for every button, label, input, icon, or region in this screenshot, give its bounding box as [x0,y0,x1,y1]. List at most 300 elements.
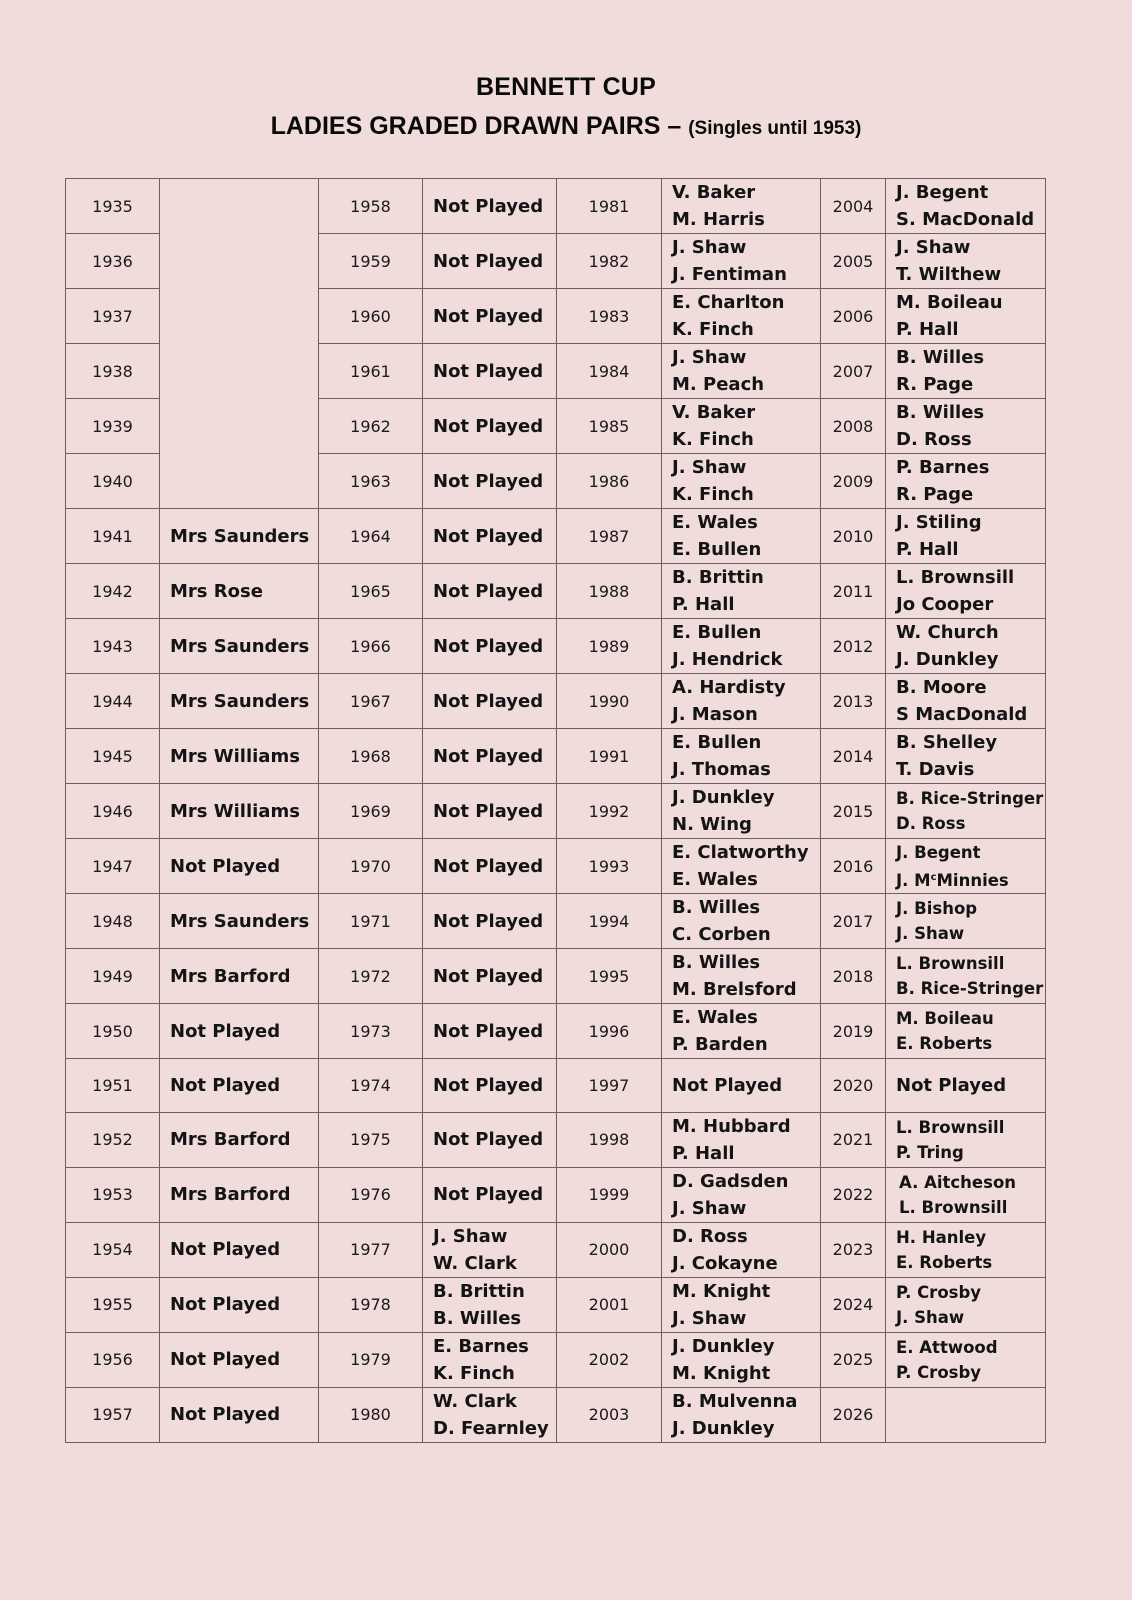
winner-cell [423,234,557,289]
year-cell: 1989 [557,619,662,674]
winner-name: J. Shaw [896,1307,965,1327]
page-title: BENNETT CUP [476,73,656,101]
winner-name: P. Barden [672,1034,768,1055]
winner-name: E. Barnes [433,1335,529,1357]
year-cell: 2022 [821,1167,886,1222]
winner-name: B. Willes [672,897,761,918]
winner-name: B. Rice-Stringer [896,979,1044,998]
winner-name: D. Gadsden [672,1170,789,1192]
winner-name: J. Stiling [896,512,982,533]
winner-cell [886,1059,1046,1113]
winner-name: P. Hall [672,594,735,615]
winner-name: R. Page [896,484,974,505]
year-cell: 1940 [66,454,160,509]
winner-cell [886,839,1046,894]
page-subtitle [0,106,1132,149]
year-cell: 1997 [557,1059,662,1113]
winner-name: Not Played [433,580,544,602]
table-row [66,509,1046,564]
year-cell: 1953 [66,1167,160,1222]
winner-cell [160,1222,319,1277]
winner-name: E. Clatworthy [672,842,809,863]
winner-name: J. Dunkley [672,1335,775,1357]
winner-cell [886,1112,1046,1167]
year-cell: 2017 [821,894,886,949]
page-header [0,70,1132,149]
winner-name: J. Cokayne [672,1252,778,1274]
winner-cell [662,234,821,289]
winner-name: D. Fearnley [433,1417,549,1439]
winner-name: D. Ross [672,1225,748,1247]
table-row [66,564,1046,619]
year-cell: 2007 [821,344,886,399]
winner-name: S. MacDonald [896,209,1035,230]
winner-cell [886,1167,1046,1222]
winner-name: J. Begent [896,842,981,862]
winner-name: M. Peach [672,374,765,395]
year-cell: 2019 [821,1004,886,1059]
year-cell: 1987 [557,509,662,564]
year-cell: 2004 [821,179,886,234]
winner-name: E. Wales [672,512,758,533]
winner-name: J. Shaw [896,237,971,258]
winner-name: M. Knight [672,1362,771,1384]
winner-cell [886,564,1046,619]
year-cell: 1935 [66,179,160,234]
winner-cell [886,729,1046,784]
year-cell: 2024 [821,1277,886,1332]
winner-cell [886,289,1046,344]
winner-name: P. Hall [896,319,959,340]
winner-cell [160,1059,319,1113]
winner-name: M. Knight [672,1280,771,1302]
winner-name: Not Played [433,1074,544,1096]
winner-name: T. Wilthew [896,264,1002,285]
winner-cell [423,674,557,729]
winner-cell [160,1004,319,1059]
winner-name: D. Ross [896,429,972,450]
winner-cell [886,1222,1046,1277]
winner-name: L. Brownsill [896,954,1005,973]
winner-cell [886,1387,1046,1442]
winner-cell [423,1059,557,1113]
year-cell: 2018 [821,949,886,1004]
subtitle-note: (Singles until 1953) [688,118,862,139]
winner-cell [662,344,821,399]
winner-cell [886,1277,1046,1332]
winner-name: K. Finch [672,429,754,450]
winner-name: Not Played [433,415,544,437]
winner-cell [886,399,1046,454]
winner-name: K. Finch [672,484,754,505]
year-cell: 2020 [821,1059,886,1113]
winner-name: H. Hanley [896,1227,987,1247]
winner-name: Mrs Williams [170,800,300,822]
winner-name: J. $M^cMinnies$ [896,870,1009,890]
year-cell: 2012 [821,619,886,674]
winner-cell [886,344,1046,399]
winner-cell [423,1387,557,1442]
year-cell: 1966 [319,619,423,674]
winner-cell [160,564,319,619]
results-table [65,178,1046,1443]
winner-name: L. Brownsill [896,567,1015,588]
winner-name: E. Charlton [672,292,785,313]
winner-name: Not Played [433,360,544,382]
winner-cell [886,234,1046,289]
winner-name: M. Harris [672,209,765,230]
winner-name: Not Played [433,745,544,767]
winner-cell [662,949,821,1004]
year-cell: 1961 [319,344,423,399]
winner-name: P. Crosby [896,1362,982,1382]
superscript-c: c [930,871,937,883]
table-row [66,949,1046,1004]
winner-name: Not Played [433,855,544,877]
year-cell: 1978 [319,1277,423,1332]
year-cell: 1947 [66,839,160,894]
winner-name: W. Church [896,622,999,643]
winner-name: Not Played [433,635,544,657]
winner-name: Mrs Saunders [170,910,310,932]
table-row [66,179,1046,234]
winner-cell [423,894,557,949]
year-cell: 2000 [557,1222,662,1277]
winner-name: Mrs Barford [170,965,291,987]
year-cell: 1974 [319,1059,423,1113]
winner-name: E. Attwood [896,1337,998,1357]
winner-name: V. Baker [672,402,756,423]
winner-cell [423,1332,557,1387]
year-cell: 2005 [821,234,886,289]
winner-name: J. Shaw [896,924,965,943]
winner-name: B. Willes [433,1307,522,1329]
year-cell: 1977 [319,1222,423,1277]
year-cell: 1946 [66,784,160,839]
winner-name: J. Begent [896,182,989,203]
year-cell: 1936 [66,234,160,289]
table-row [66,674,1046,729]
winner-name: M. Hubbard [672,1115,791,1137]
winner-name: Mrs Saunders [170,525,310,547]
table-row [66,894,1046,949]
year-cell: 2002 [557,1332,662,1387]
year-cell: 1995 [557,949,662,1004]
results-table-body [66,179,1046,1443]
year-cell: 1963 [319,454,423,509]
winner-cell [423,839,557,894]
winner-name: P. Hall [896,539,959,560]
subtitle-main: LADIES GRADED DRAWN PAIRS – [270,112,689,140]
table-row [66,1277,1046,1332]
winner-name: Not Played [433,305,544,327]
year-cell: 1962 [319,399,423,454]
year-cell: 2009 [821,454,886,509]
winner-cell-empty [160,179,319,509]
winner-name: E. Wales [672,869,758,890]
winner-cell [160,784,319,839]
winner-name: J. Fentiman [672,264,787,285]
winner-name: C. Corben [672,924,771,945]
year-cell: 1969 [319,784,423,839]
winner-name: M. Brelsford [672,979,797,1000]
winner-cell [662,1277,821,1332]
year-cell: 1971 [319,894,423,949]
table-row [66,729,1046,784]
year-cell: 1948 [66,894,160,949]
year-cell: 1992 [557,784,662,839]
year-cell: 1972 [319,949,423,1004]
year-cell: 1951 [66,1059,160,1113]
year-cell: 1980 [319,1387,423,1442]
winner-name: Mrs Williams [170,745,300,767]
winner-cell [662,289,821,344]
winner-cell [662,729,821,784]
winner-cell [886,674,1046,729]
winner-name: Mrs Barford [170,1184,291,1205]
year-cell: 2001 [557,1277,662,1332]
year-cell: 1937 [66,289,160,344]
winner-cell [662,1112,821,1167]
winner-cell [160,674,319,729]
year-cell: 1999 [557,1167,662,1222]
winner-cell [160,839,319,894]
year-cell: 1990 [557,674,662,729]
winner-cell [662,399,821,454]
winner-name: L. Brownsill [899,1197,1008,1217]
year-cell: 1973 [319,1004,423,1059]
winner-cell [160,949,319,1004]
winner-cell [423,509,557,564]
winner-name: Mrs Saunders [170,635,310,657]
winner-cell [662,1222,821,1277]
winner-name: Not Played [170,855,281,877]
year-cell: 1994 [557,894,662,949]
winner-name: Not Played [433,250,544,272]
winner-cell [423,564,557,619]
year-cell: 1993 [557,839,662,894]
winner-cell [160,1167,319,1222]
winner-cell [886,784,1046,839]
winner-name: E. Bullen [672,732,762,753]
winner-name: P. Crosby [896,1282,982,1302]
year-cell: 1965 [319,564,423,619]
winner-cell [886,949,1046,1004]
year-cell: 1996 [557,1004,662,1059]
year-cell: 2013 [821,674,886,729]
winner-name: M. Boileau [896,292,1003,313]
year-cell: 2025 [821,1332,886,1387]
winner-cell [423,784,557,839]
year-cell: 1988 [557,564,662,619]
winner-name: J. Dunkley [672,787,775,808]
winner-name: D. Ross [896,814,966,833]
year-cell: 1942 [66,564,160,619]
year-cell: 1938 [66,344,160,399]
winner-name: W. Clark [433,1252,517,1274]
winner-cell [662,454,821,509]
winner-cell [423,619,557,674]
winner-name: J. Hendrick [672,649,783,670]
winner-name: Not Played [433,1020,544,1042]
winner-name: B. Moore [896,677,987,698]
year-cell: 1949 [66,949,160,1004]
table-row [66,1332,1046,1387]
year-cell: 2011 [821,564,886,619]
winner-cell [423,344,557,399]
year-cell: 1979 [319,1332,423,1387]
winner-name: E. Roberts [896,1034,993,1053]
winner-name: B. Brittin [672,567,764,588]
winner-cell [423,1222,557,1277]
year-cell: 1957 [66,1387,160,1442]
winner-name: P. Tring [896,1142,964,1162]
year-cell: 1939 [66,399,160,454]
winner-name: Not Played [672,1074,783,1096]
winner-name: P. Barnes [896,457,990,478]
year-cell: 2010 [821,509,886,564]
winner-name: B. Mulvenna [672,1390,798,1412]
winner-cell [886,619,1046,674]
year-cell: 1976 [319,1167,423,1222]
year-cell: 1968 [319,729,423,784]
winner-cell [662,1387,821,1442]
winner-name: M. Boileau [896,1009,994,1028]
winner-name: N. Wing [672,814,752,835]
year-cell: 1941 [66,509,160,564]
winner-cell [662,1004,821,1059]
winner-name: Not Played [170,1404,281,1425]
winner-cell [662,509,821,564]
table-row [66,1387,1046,1442]
year-cell: 2008 [821,399,886,454]
winner-cell [160,1112,319,1167]
winner-name: Not Played [433,470,544,492]
winner-name: Not Played [433,525,544,547]
table-row [66,1222,1046,1277]
winner-name: B. Rice-Stringer [896,789,1044,808]
winner-name: Not Played [170,1349,281,1370]
year-cell: 1982 [557,234,662,289]
winner-cell [423,1277,557,1332]
winner-name: T. Davis [896,759,975,780]
year-cell: 1956 [66,1332,160,1387]
winner-name: R. Page [896,374,974,395]
winner-cell [662,674,821,729]
winner-name: A. Aitcheson [899,1172,1017,1192]
winner-name: B. Willes [896,402,985,423]
year-cell: 1991 [557,729,662,784]
winner-cell [160,729,319,784]
winner-name: Not Played [170,1294,281,1315]
table-row [66,784,1046,839]
year-cell: 1975 [319,1112,423,1167]
winner-name: J. Thomas [672,759,771,780]
winner-name: V. Baker [672,182,756,203]
winner-name: S MacDonald [896,704,1028,725]
year-cell: 1998 [557,1112,662,1167]
table-row [66,1112,1046,1167]
year-cell: 1960 [319,289,423,344]
table-row [66,1167,1046,1222]
table-row [66,1004,1046,1059]
winner-name: Not Played [170,1020,281,1042]
year-cell: 1952 [66,1112,160,1167]
winner-name: Jo Cooper [896,594,994,615]
winner-name: E. Bullen [672,539,762,560]
winner-name: Mrs Rose [170,580,263,602]
winner-cell [662,839,821,894]
year-cell: 2003 [557,1387,662,1442]
winner-cell [160,894,319,949]
winner-name: Not Played [433,195,544,217]
winner-name: W. Clark [433,1390,517,1412]
winner-name: Not Played [433,690,544,712]
winner-name: J. Shaw [672,347,747,368]
winner-name: Not Played [433,1129,544,1150]
winner-cell [886,894,1046,949]
winner-name: J. Mason [672,704,758,725]
year-cell: 1943 [66,619,160,674]
year-cell: 1986 [557,454,662,509]
winner-name: B. Willes [896,347,985,368]
winner-cell [886,1332,1046,1387]
table-row [66,839,1046,894]
winner-cell [423,729,557,784]
year-cell: 1981 [557,179,662,234]
winner-name: J. Bishop [896,899,978,918]
winner-cell [423,1004,557,1059]
table-row [66,619,1046,674]
winner-name: Not Played [433,1184,544,1205]
winner-name: Not Played [170,1074,281,1096]
winner-cell [886,179,1046,234]
winner-name: Not Played [433,965,544,987]
winner-name: J. Shaw [672,237,747,258]
year-cell: 2006 [821,289,886,344]
year-cell: 2014 [821,729,886,784]
table-row [66,1059,1046,1113]
winner-cell [423,949,557,1004]
winner-name: J. Dunkley [896,649,999,670]
winner-name: Mrs Barford [170,1129,291,1150]
year-cell: 1955 [66,1277,160,1332]
winner-name: Not Played [433,910,544,932]
year-cell: 2023 [821,1222,886,1277]
year-cell: 1958 [319,179,423,234]
winner-cell [662,1167,821,1222]
winner-cell [160,619,319,674]
year-cell: 1967 [319,674,423,729]
winner-name: Not Played [170,1239,281,1260]
winner-name: K. Finch [433,1362,515,1384]
winner-cell [662,1059,821,1113]
winner-cell [160,1332,319,1387]
winner-cell [662,784,821,839]
year-cell: 2021 [821,1112,886,1167]
winner-cell [886,454,1046,509]
year-cell: 1964 [319,509,423,564]
winner-name: E. Roberts [896,1252,993,1272]
winner-name: J. Shaw [672,1307,747,1329]
year-cell: 2015 [821,784,886,839]
winner-name: E. Wales [672,1007,758,1028]
winner-name: E. Bullen [672,622,762,643]
winner-cell [662,1332,821,1387]
year-cell: 1983 [557,289,662,344]
winner-cell [423,1112,557,1167]
winner-name: J. Shaw [672,457,747,478]
